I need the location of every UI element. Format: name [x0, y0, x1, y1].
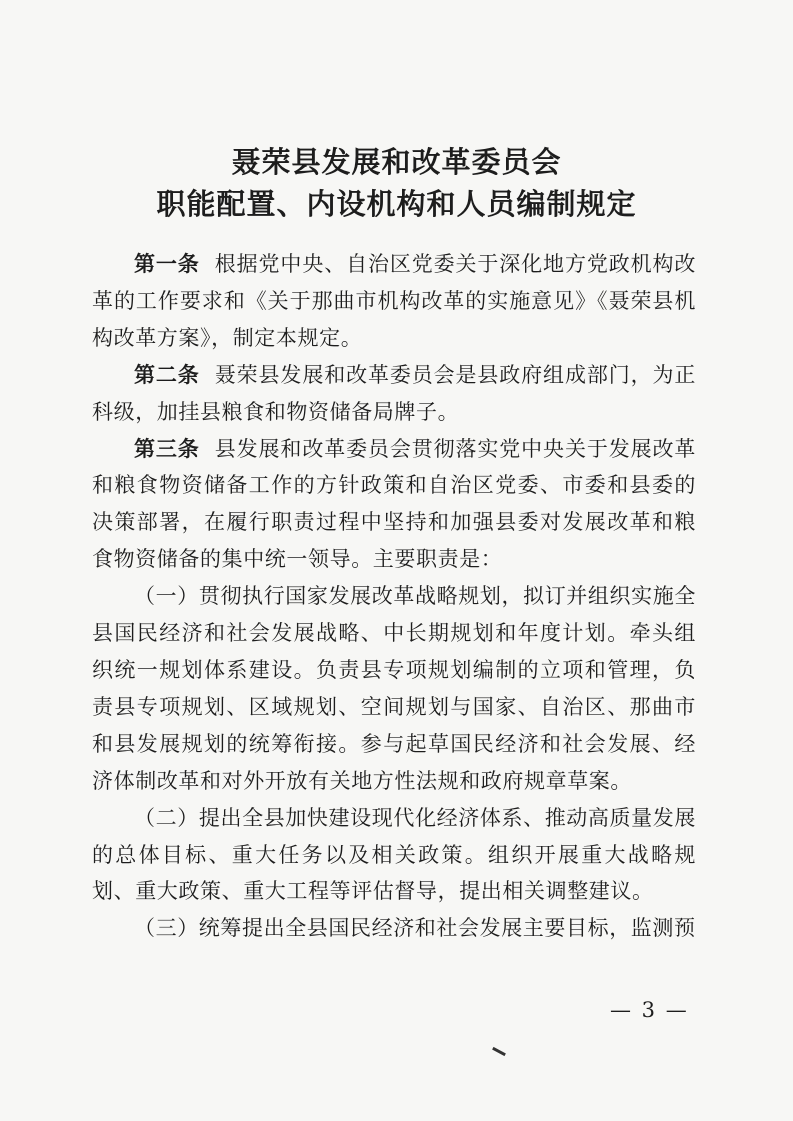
duty-item-2: （二）提出全县加快建设现代化经济体系、推动高质量发展的总体目标、重大任务以及相关政策。组织开展重大战略规划、重大政策、重大工程等评估督导，提出相关调整建议。 [92, 805, 696, 904]
stray-ink-mark [492, 1047, 506, 1056]
article-2-text: 聂荣县发展和改革委员会是县政府组成部门，为正科级，加挂县粮食和物资储备局牌子。 [92, 362, 696, 424]
page-title-line-2: 职能配置、内设机构和人员编制规定 [156, 187, 637, 221]
duty-item-1: （一）贯彻执行国家发展改革战略规划，拟订并组织实施全县国民经济和社会发展战略、中长期规划和年度计划。牵头组织统一规划体系建设。负责县专项规划编制的立项和管理，负责县专项规划、区域规划、空间规划与国家、自治区、那曲市和县发展规划的统筹衔接。参与起草国民经济和社会发展、经济体制改革和对外开放有关地方性法规和政府规章草案。 [92, 584, 696, 793]
document-body [92, 246, 696, 947]
article-3 [92, 431, 696, 579]
article-1-label: 第一条 [134, 252, 200, 276]
duty-item-3: （三）统筹提出全县国民经济和社会发展主要目标，监测预 [134, 916, 696, 941]
page-title-line-1: 聂荣县发展和改革委员会 [231, 145, 562, 179]
article-1-text: 根据党中央、自治区党委关于深化地方党政机构改革的工作要求和《关于那曲市机构改革的实施意见》《聂荣县机构改革方案》，制定本规定。 [92, 252, 696, 350]
article-1 [92, 246, 696, 357]
article-3-text: 县发展和改革委员会贯彻落实党中央关于发展改革和粮食物资储备工作的方针政策和自治区党委、市委和县委的决策部署，在履行职责过程中坚持和加强县委对发展改革和粮食物资储备的集中统一领导。主要职责是： [92, 436, 696, 572]
article-2 [92, 357, 696, 431]
article-3-label: 第三条 [134, 436, 200, 461]
page-number: — 3 — [610, 998, 689, 1022]
article-2-label: 第二条 [134, 362, 200, 387]
